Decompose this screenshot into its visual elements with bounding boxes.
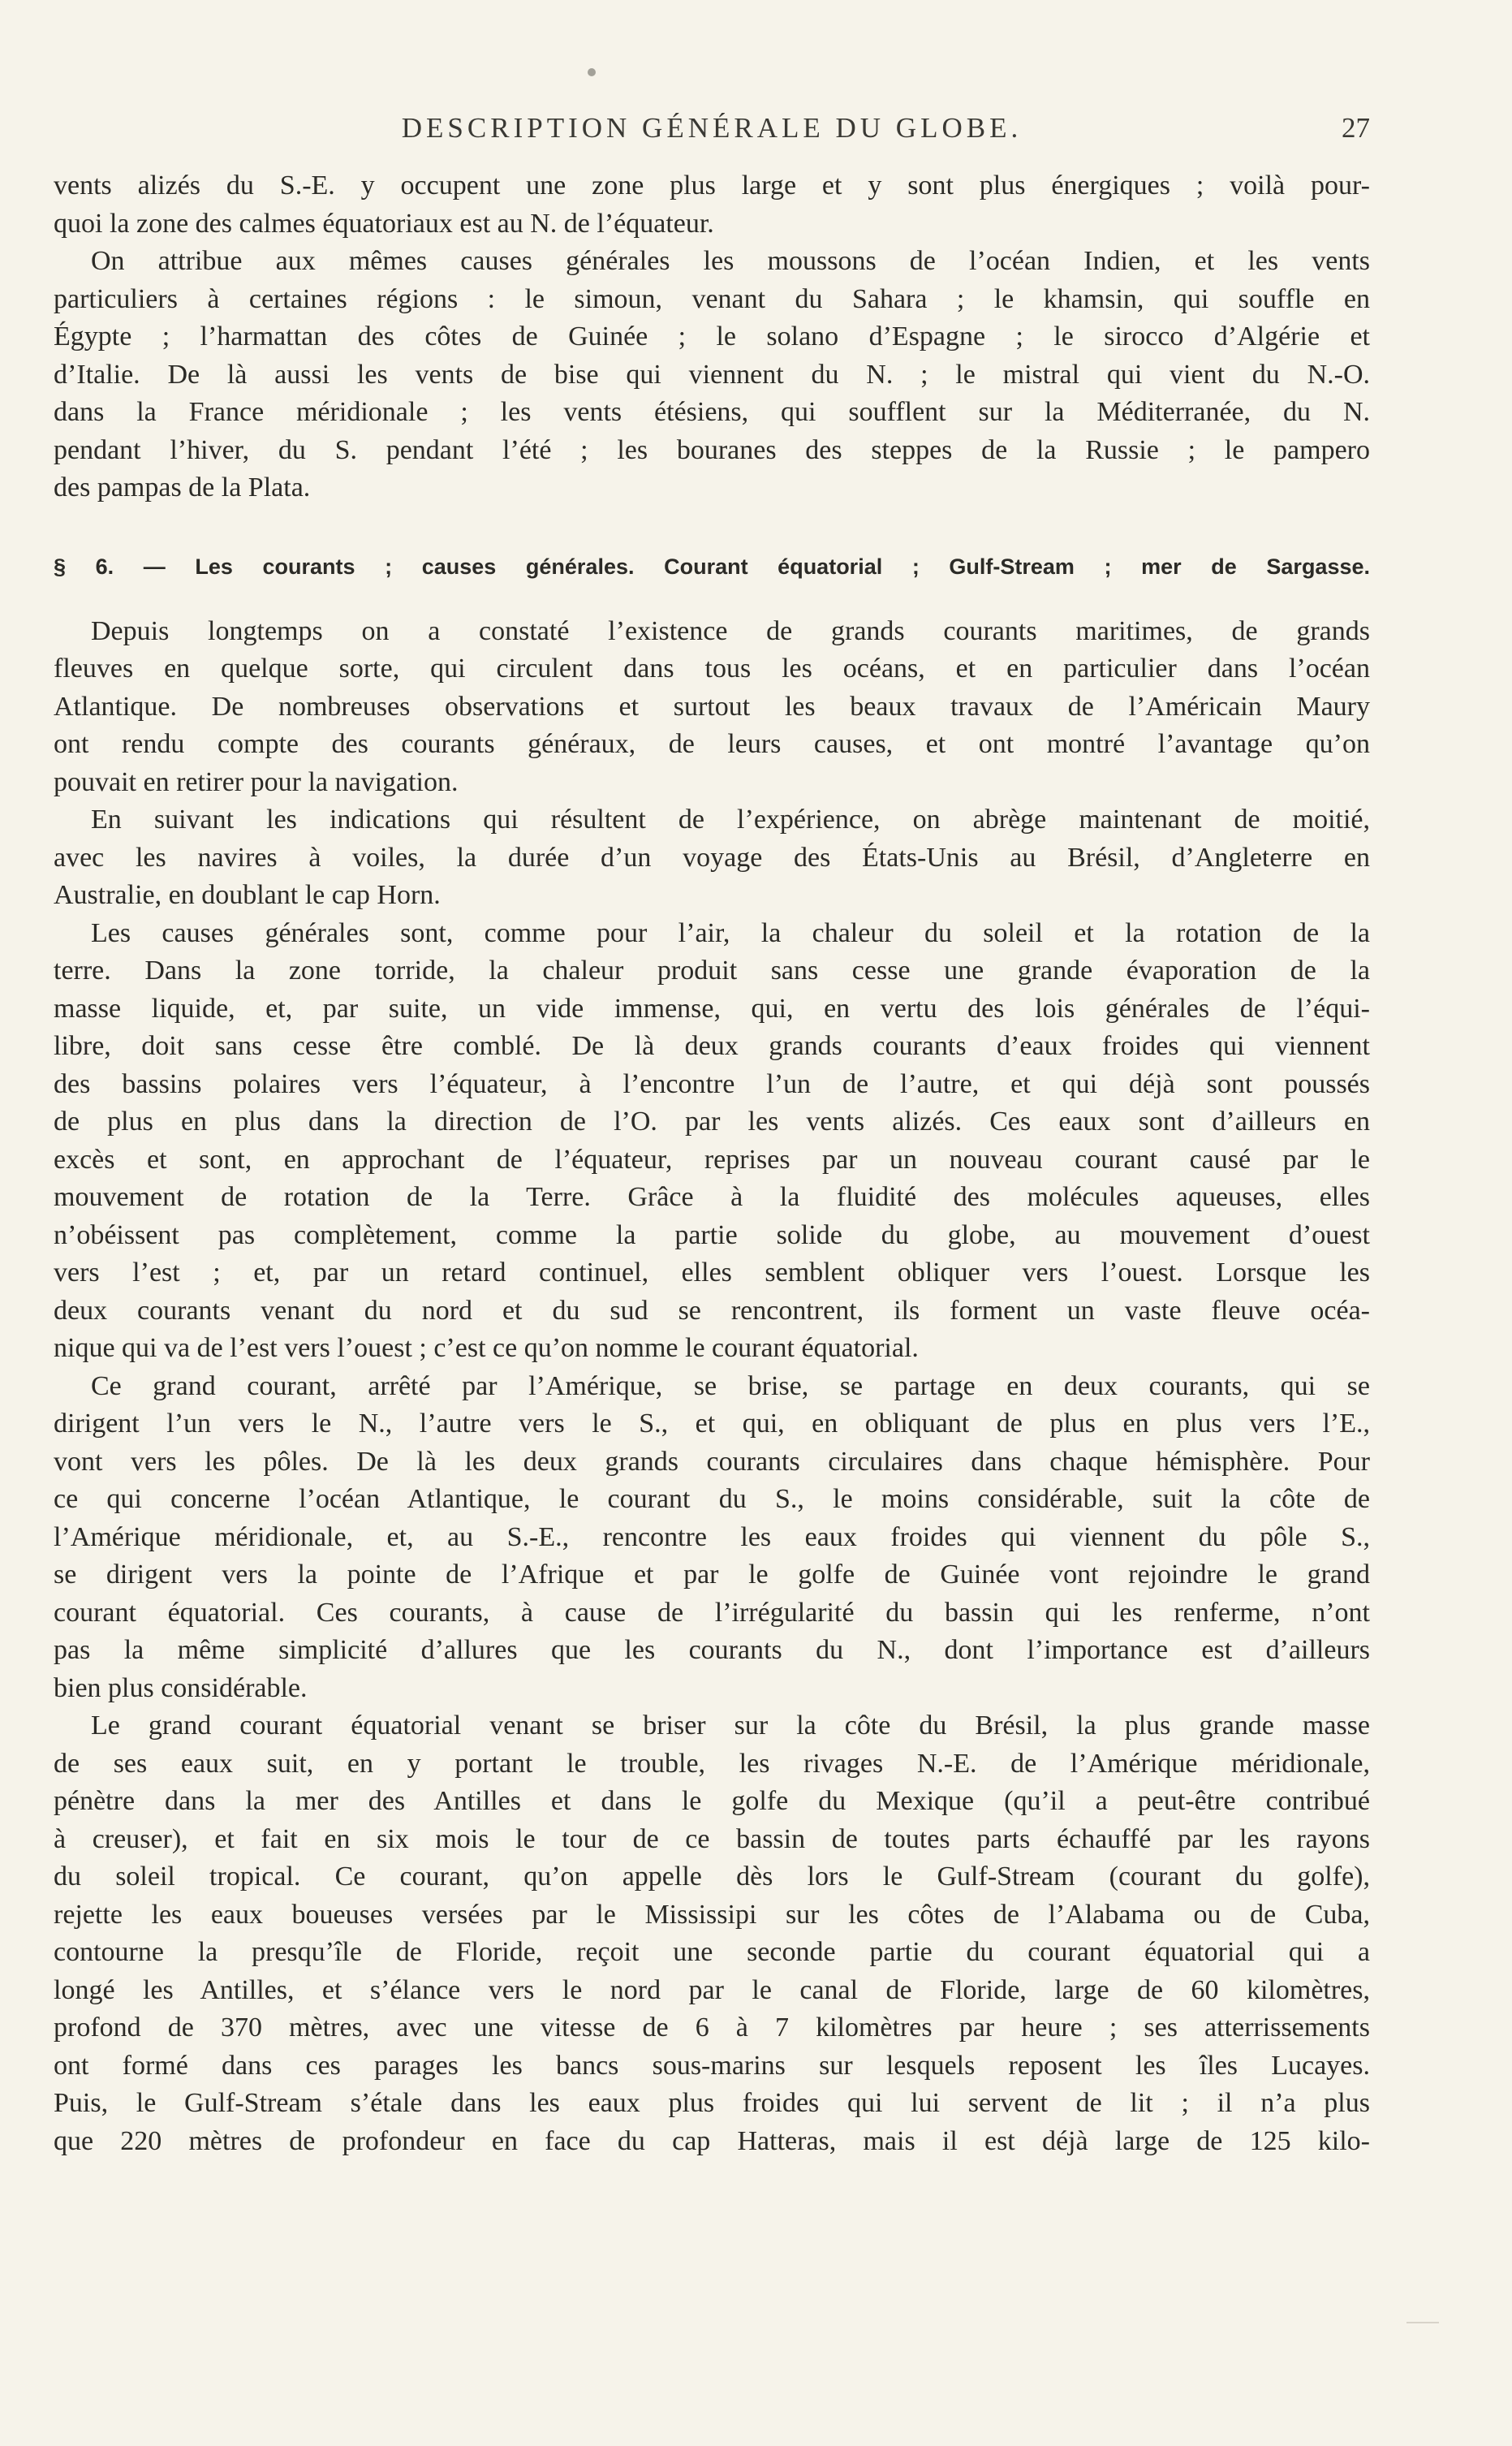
text-line: vont vers les pôles. De là les deux grands courants circulaires dans chaque hémisphère. Pour xyxy=(54,1446,1370,1477)
text-line: courant équatorial. Ces courants, à cause de l’irrégularité du bassin qui les renferme, n’ont xyxy=(54,1597,1370,1628)
text-line: Depuis longtemps on a constaté l’existence de grands courants maritimes, de grands xyxy=(91,615,1370,646)
text-line: dirigent l’un vers le N., l’autre vers le S., et qui, en obliquant de plus en plus vers l’E., xyxy=(54,1408,1370,1439)
text-line: terre. Dans la zone torride, la chaleur produit sans cesse une grande évaporation de la xyxy=(54,956,1370,986)
text-line: que 220 mètres de profondeur en face du cap Hatteras, mais il est déjà large de 125 kilo- xyxy=(54,2125,1370,2156)
text-line: profond de 370 mètres, avec une vitesse de 6 à 7 kilomètres par heure ; ses atterrissements xyxy=(54,2012,1370,2043)
text-line: ont rendu compte des courants généraux, de leurs causes, et ont montré l’avantage qu’on xyxy=(54,729,1370,759)
text-line: à creuser), et fait en six mois le tour de ce bassin de toutes parts échauffé par les rayons xyxy=(54,1823,1370,1854)
text-line: Les causes générales sont, comme pour l’air, la chaleur du soleil et la rotation de la xyxy=(91,917,1370,948)
text-line: Ce grand courant, arrêté par l’Amérique, se brise, se partage en deux courants, qui se xyxy=(91,1370,1370,1401)
text-line: longé les Antilles, et s’élance vers le nord par le canal de Floride, large de 60 kilomètres, xyxy=(54,1974,1370,2005)
text-line: vers l’est ; et, par un retard continuel, elles semblent obliquer vers l’ouest. Lorsque les xyxy=(54,1258,1370,1288)
text-line: des pampas de la Plata. xyxy=(54,472,311,503)
text-line: libre, doit sans cesse être comblé. De là deux grands courants d’eaux froides qui viennent xyxy=(54,1031,1370,1061)
text-line: masse liquide, et, par suite, un vide immense, qui, en vertu des lois générales de l’équi- xyxy=(54,993,1370,1024)
text-line: bien plus considérable. xyxy=(54,1672,308,1703)
text-line: On attribue aux mêmes causes générales les moussons de l’océan Indien, et les vents xyxy=(91,246,1370,276)
text-line: deux courants venant du nord et du sud se rencontrent, ils forment un vaste fleuve océa- xyxy=(54,1295,1370,1326)
text-line: de ses eaux suit, en y portant le trouble, les rivages N.-E. de l’Amérique méridionale, xyxy=(54,1748,1370,1779)
text-line: d’Italie. De là aussi les vents de bise qui viennent du N. ; le mistral qui vient du N.-O. xyxy=(54,359,1370,390)
text-line: ont formé dans ces parages les bancs sous-marins sur lesquels reposent les îles Lucayes. xyxy=(54,2050,1370,2081)
margin-mark xyxy=(1406,2322,1439,2323)
text-line: quoi la zone des calmes équatoriaux est au N. de l’équateur. xyxy=(54,208,714,239)
text-line: pénètre dans la mer des Antilles et dans le golfe du Mexique (qu’il a peut-être contribué xyxy=(54,1786,1370,1816)
text-line: des bassins polaires vers l’équateur, à l’encontre l’un de l’autre, et qui déjà sont poussés xyxy=(54,1068,1370,1099)
text-line: dans la France méridionale ; les vents étésiens, qui soufflent sur la Méditerranée, du N. xyxy=(54,397,1370,427)
text-line: mouvement de rotation de la Terre. Grâce à la fluidité des molécules aqueuses, elles xyxy=(54,1182,1370,1212)
text-line: se dirigent vers la pointe de l’Afrique et par le golfe de Guinée vont rejoindre le grand xyxy=(54,1559,1370,1590)
text-line: contourne la presqu’île de Floride, reçoit une seconde partie du courant équatorial qui a xyxy=(54,1937,1370,1967)
text-line: nique qui va de l’est vers l’ouest ; c’est ce qu’on nomme le courant équatorial. xyxy=(54,1333,919,1363)
text-line: de plus en plus dans la direction de l’O. par les vents alizés. Ces eaux sont d’ailleurs en xyxy=(54,1107,1370,1137)
text-line: Égypte ; l’harmattan des côtes de Guinée ; le solano d’Espagne ; le sirocco d’Algérie et xyxy=(54,321,1370,352)
page-number: 27 xyxy=(1342,112,1370,144)
text-line: En suivant les indications qui résultent de l’expérience, on abrège maintenant de moitié, xyxy=(91,805,1370,835)
running-header xyxy=(54,112,1370,153)
text-line: fleuves en quelque sorte, qui circulent dans tous les océans, et en particulier dans l’océan xyxy=(54,654,1370,684)
text-line: Atlantique. De nombreuses observations et surtout les beaux travaux de l’Américain Maury xyxy=(54,691,1370,722)
text-line: avec les navires à voiles, la durée d’un voyage des États-Unis au Brésil, d’Angleterre en xyxy=(54,842,1370,873)
text-line: Australie, en doublant le cap Horn. xyxy=(54,880,441,910)
running-title: DESCRIPTION GÉNÉRALE DU GLOBE. xyxy=(401,112,1023,144)
text-line: ce qui concerne l’océan Atlantique, le courant du S., le moins considérable, suit la côte de xyxy=(54,1484,1370,1514)
text-line: Le grand courant équatorial venant se briser sur la côte du Brésil, la plus grande masse xyxy=(91,1710,1370,1741)
text-line: n’obéissent pas complètement, comme la partie solide du globe, au mouvement d’ouest xyxy=(54,1219,1370,1250)
text-line: excès et sont, en approchant de l’équateur, reprises par un nouveau courant causé par le xyxy=(54,1144,1370,1175)
text-line: particuliers à certaines régions : le simoun, venant du Sahara ; le khamsin, qui souffle en xyxy=(54,283,1370,314)
body-text xyxy=(54,167,1370,2160)
text-line: du soleil tropical. Ce courant, qu’on appelle dès lors le Gulf-Stream (courant du golfe), xyxy=(54,1861,1370,1892)
text-line: pouvait en retirer pour la navigation. xyxy=(54,766,459,797)
text-line: pendant l’hiver, du S. pendant l’été ; les bouranes des steppes de la Russie ; le pampero xyxy=(54,434,1370,465)
print-dot xyxy=(588,68,596,76)
text-line: pas la même simplicité d’allures que les courants du N., dont l’importance est d’ailleurs xyxy=(54,1635,1370,1665)
text-line: rejette les eaux boueuses versées par le Mississipi sur les côtes de l’Alabama ou de Cuba, xyxy=(54,1899,1370,1930)
text-line: l’Amérique méridionale, et, au S.-E., rencontre les eaux froides qui viennent du pôle S., xyxy=(54,1521,1370,1552)
text-line: vents alizés du S.-E. y occupent une zone plus large et y sont plus énergiques ; voilà pour- xyxy=(54,170,1370,201)
section-heading: § 6. — Les courants ; causes générales. Courant équatorial ; Gulf-Stream ; mer de Sargasse. xyxy=(54,554,1370,579)
text-line: Puis, le Gulf-Stream s’étale dans les eaux plus froides qui lui servent de lit ; il n’a plus xyxy=(54,2088,1370,2118)
